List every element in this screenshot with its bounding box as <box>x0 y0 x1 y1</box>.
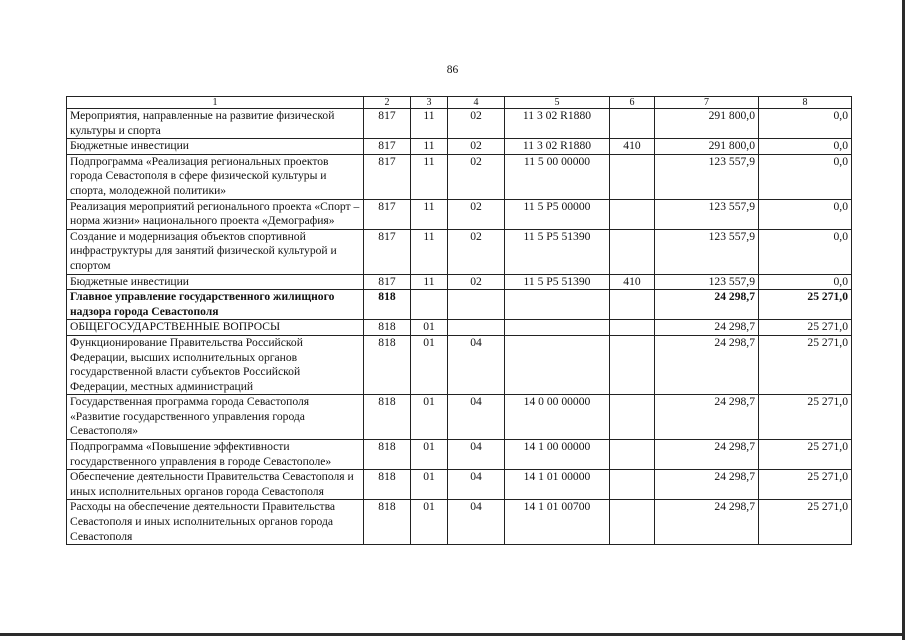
header-cell-year-2: 8 <box>759 97 852 109</box>
cell-subsection: 02 <box>448 199 505 229</box>
cell-section: 01 <box>411 395 448 440</box>
header-cell-ministry: 2 <box>364 97 411 109</box>
cell-section: 01 <box>411 470 448 500</box>
cell-section: 11 <box>411 139 448 155</box>
cell-amount-2: 25 271,0 <box>759 320 852 336</box>
cell-expense <box>610 320 655 336</box>
cell-expense <box>610 229 655 274</box>
cell-name: Создание и модернизация объектов спортивной инфраструктуры для занятий физической культурой и спортом <box>67 229 364 274</box>
cell-amount-2: 25 271,0 <box>759 335 852 394</box>
cell-section: 01 <box>411 500 448 545</box>
cell-amount-2: 0,0 <box>759 139 852 155</box>
cell-subsection <box>448 320 505 336</box>
cell-amount-1: 123 557,9 <box>655 229 759 274</box>
cell-expense: 410 <box>610 274 655 290</box>
cell-amount-1: 24 298,7 <box>655 290 759 320</box>
cell-section: 11 <box>411 274 448 290</box>
table-body <box>67 109 852 545</box>
cell-subsection: 02 <box>448 229 505 274</box>
cell-subsection: 02 <box>448 274 505 290</box>
cell-amount-2: 25 271,0 <box>759 470 852 500</box>
cell-name: Обеспечение деятельности Правительства Севастополя и иных исполнительных органов города Севастополя <box>67 470 364 500</box>
cell-ministry: 817 <box>364 274 411 290</box>
cell-amount-2: 0,0 <box>759 274 852 290</box>
cell-name: Функционирование Правительства Российской Федерации, высших исполнительных органов государственной власти субъектов Российской Федерации, местных администраций <box>67 335 364 394</box>
cell-name: Подпрограмма «Реализация региональных проектов города Севастополя в сфере физической культуры и спорта, молодежной политики» <box>67 154 364 199</box>
cell-amount-2: 25 271,0 <box>759 500 852 545</box>
cell-ministry: 818 <box>364 395 411 440</box>
cell-subsection: 04 <box>448 470 505 500</box>
cell-ministry: 817 <box>364 139 411 155</box>
cell-name: Мероприятия, направленные на развитие физической культуры и спорта <box>67 109 364 139</box>
cell-target: 14 1 00 00000 <box>505 440 610 470</box>
cell-amount-1: 123 557,9 <box>655 154 759 199</box>
cell-expense <box>610 154 655 199</box>
table-row <box>67 154 852 199</box>
cell-section: 11 <box>411 229 448 274</box>
cell-section: 01 <box>411 320 448 336</box>
scan-border-bottom <box>0 633 905 636</box>
cell-amount-2: 0,0 <box>759 154 852 199</box>
cell-name: Государственная программа города Севастополя «Развитие государственного управления города Севастополя» <box>67 395 364 440</box>
cell-section: 01 <box>411 440 448 470</box>
cell-target <box>505 320 610 336</box>
cell-ministry: 818 <box>364 320 411 336</box>
cell-section: 11 <box>411 109 448 139</box>
table-row <box>67 229 852 274</box>
header-cell-section: 3 <box>411 97 448 109</box>
cell-target: 11 5 00 00000 <box>505 154 610 199</box>
header-cell-name: 1 <box>67 97 364 109</box>
table-row <box>67 109 852 139</box>
cell-ministry: 818 <box>364 470 411 500</box>
cell-target: 11 3 02 R1880 <box>505 109 610 139</box>
cell-expense <box>610 470 655 500</box>
cell-name: Подпрограмма «Повышение эффективности государственного управления в городе Севастополе» <box>67 440 364 470</box>
table-row <box>67 470 852 500</box>
cell-section: 11 <box>411 199 448 229</box>
table-row <box>67 199 852 229</box>
cell-section: 01 <box>411 335 448 394</box>
cell-name: Бюджетные инвестиции <box>67 274 364 290</box>
cell-subsection: 04 <box>448 335 505 394</box>
cell-amount-1: 123 557,9 <box>655 199 759 229</box>
cell-expense: 410 <box>610 139 655 155</box>
cell-amount-1: 291 800,0 <box>655 109 759 139</box>
cell-amount-1: 24 298,7 <box>655 470 759 500</box>
cell-ministry: 818 <box>364 335 411 394</box>
cell-ministry: 817 <box>364 199 411 229</box>
cell-name: Расходы на обеспечение деятельности Правительства Севастополя и иных исполнительных органов города Севастополя <box>67 500 364 545</box>
table-row <box>67 290 852 320</box>
cell-expense <box>610 335 655 394</box>
cell-amount-1: 24 298,7 <box>655 395 759 440</box>
table-row <box>67 139 852 155</box>
cell-target: 11 5 P5 00000 <box>505 199 610 229</box>
cell-amount-2: 25 271,0 <box>759 440 852 470</box>
cell-amount-2: 0,0 <box>759 229 852 274</box>
cell-amount-1: 24 298,7 <box>655 440 759 470</box>
cell-ministry: 817 <box>364 229 411 274</box>
cell-expense <box>610 500 655 545</box>
cell-expense <box>610 440 655 470</box>
cell-amount-1: 291 800,0 <box>655 139 759 155</box>
cell-ministry: 818 <box>364 440 411 470</box>
page-number: 86 <box>446 64 459 76</box>
cell-name: Реализация мероприятий регионального проекта «Спорт – норма жизни» национального проекта «Демография» <box>67 199 364 229</box>
cell-amount-1: 24 298,7 <box>655 335 759 394</box>
cell-amount-2: 0,0 <box>759 199 852 229</box>
cell-ministry: 818 <box>364 290 411 320</box>
header-cell-year-1: 7 <box>655 97 759 109</box>
cell-subsection: 04 <box>448 440 505 470</box>
cell-target: 11 3 02 R1880 <box>505 139 610 155</box>
cell-target <box>505 335 610 394</box>
cell-target: 14 1 01 00000 <box>505 470 610 500</box>
cell-section: 11 <box>411 154 448 199</box>
cell-expense <box>610 109 655 139</box>
cell-subsection <box>448 290 505 320</box>
cell-subsection: 04 <box>448 500 505 545</box>
header-cell-target: 5 <box>505 97 610 109</box>
table-row <box>67 320 852 336</box>
cell-section <box>411 290 448 320</box>
cell-name: ОБЩЕГОСУДАРСТВЕННЫЕ ВОПРОСЫ <box>67 320 364 336</box>
cell-ministry: 817 <box>364 109 411 139</box>
cell-subsection: 02 <box>448 139 505 155</box>
table-row <box>67 274 852 290</box>
cell-target: 14 0 00 00000 <box>505 395 610 440</box>
table-row <box>67 500 852 545</box>
table-row <box>67 440 852 470</box>
cell-amount-2: 0,0 <box>759 109 852 139</box>
header-row <box>67 97 852 109</box>
cell-amount-1: 123 557,9 <box>655 274 759 290</box>
cell-amount-1: 24 298,7 <box>655 500 759 545</box>
cell-expense <box>610 395 655 440</box>
cell-ministry: 818 <box>364 500 411 545</box>
cell-subsection: 04 <box>448 395 505 440</box>
budget-table <box>66 96 852 545</box>
table-row <box>67 395 852 440</box>
cell-target: 11 5 P5 51390 <box>505 229 610 274</box>
cell-expense <box>610 199 655 229</box>
cell-ministry: 817 <box>364 154 411 199</box>
table-row <box>67 335 852 394</box>
cell-name: Главное управление государственного жилищного надзора города Севастополя <box>67 290 364 320</box>
cell-amount-2: 25 271,0 <box>759 395 852 440</box>
cell-target <box>505 290 610 320</box>
cell-subsection: 02 <box>448 109 505 139</box>
header-cell-expense: 6 <box>610 97 655 109</box>
header-cell-subsection: 4 <box>448 97 505 109</box>
cell-target: 14 1 01 00700 <box>505 500 610 545</box>
cell-expense <box>610 290 655 320</box>
cell-amount-2: 25 271,0 <box>759 290 852 320</box>
cell-subsection: 02 <box>448 154 505 199</box>
cell-target: 11 5 P5 51390 <box>505 274 610 290</box>
cell-name: Бюджетные инвестиции <box>67 139 364 155</box>
cell-amount-1: 24 298,7 <box>655 320 759 336</box>
